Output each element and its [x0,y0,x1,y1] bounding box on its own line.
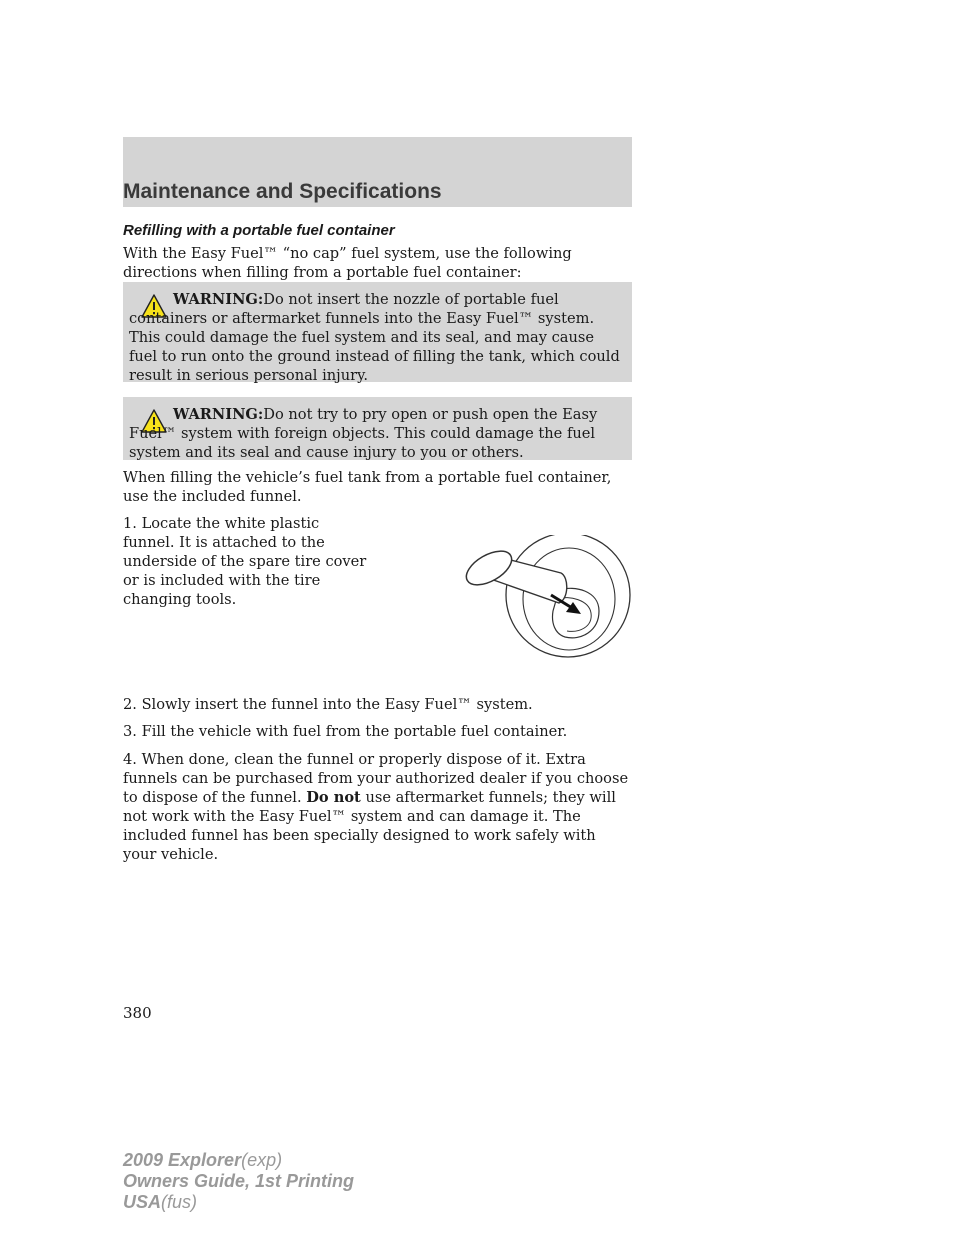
step-4-emphasis: Do not [306,789,361,806]
step-4-text-b: use aftermarket funnels; they will not work with the Easy Fuel™ system and can damage it. The included funnel has been specially designed to work safely with your vehicle. [123,789,616,863]
step-1: 1. Locate the white plastic funnel. It is attached to the underside of the spare tire cover or is included with the tire changing tools. [123,515,367,608]
intro-paragraph: With the Easy Fuel™ “no cap” fuel system, use the following directions when filling from a portable fuel container: [123,245,572,281]
warning-body-2: Do not try to pry open or push open the Easy Fuel™ system with foreign objects. This could damage the fuel system and its seal and cause injury to you or others. [129,406,598,461]
warning-label-2: WARNING: [173,406,264,423]
footer-edition-info [123,1150,354,1213]
section-title: Maintenance and Specifications [123,180,442,203]
footer-region: USA [123,1192,162,1212]
footer-line-1 [123,1150,354,1171]
subheading: Refilling with a portable fuel container [123,222,395,239]
funnel-insertion-illustration [463,535,633,660]
warning-box-2 [123,397,632,460]
warning-text-2 [129,405,624,462]
warning-body-1: Do not insert the nozzle of portable fuel containers or aftermarket funnels into the Easy Fuel™ system. This could damage the fuel system and its seal, and may cause fuel to run onto the ground instead of filling the tank, which could result in serious personal injury. [129,291,620,384]
step-3: 3. Fill the vehicle with fuel from the portable fuel container. [123,723,568,740]
step-4-text-a: 4. When done, clean the funnel or properly dispose of it. Extra funnels can be purchased from your authorized dealer if you choose to dispose of the funnel. [123,751,629,806]
warning-label-1: WARNING: [173,291,264,308]
footer-line-3 [123,1192,354,1213]
page-number: 380 [123,1004,152,1022]
step-2: 2. Slowly insert the funnel into the Easy Fuel™ system. [123,696,533,713]
step-4 [123,750,633,864]
warning-box-1 [123,282,632,382]
footer-model-code: (exp) [241,1150,283,1170]
funnel-note-paragraph: When filling the vehicle’s fuel tank from a portable fuel container, use the included funnel. [123,469,612,505]
footer-region-code: (fus) [161,1192,198,1212]
warning-text-1 [129,290,624,385]
footer-model: 2009 Explorer [123,1150,242,1170]
footer-guide: Owners Guide, 1st Printing [123,1171,355,1191]
